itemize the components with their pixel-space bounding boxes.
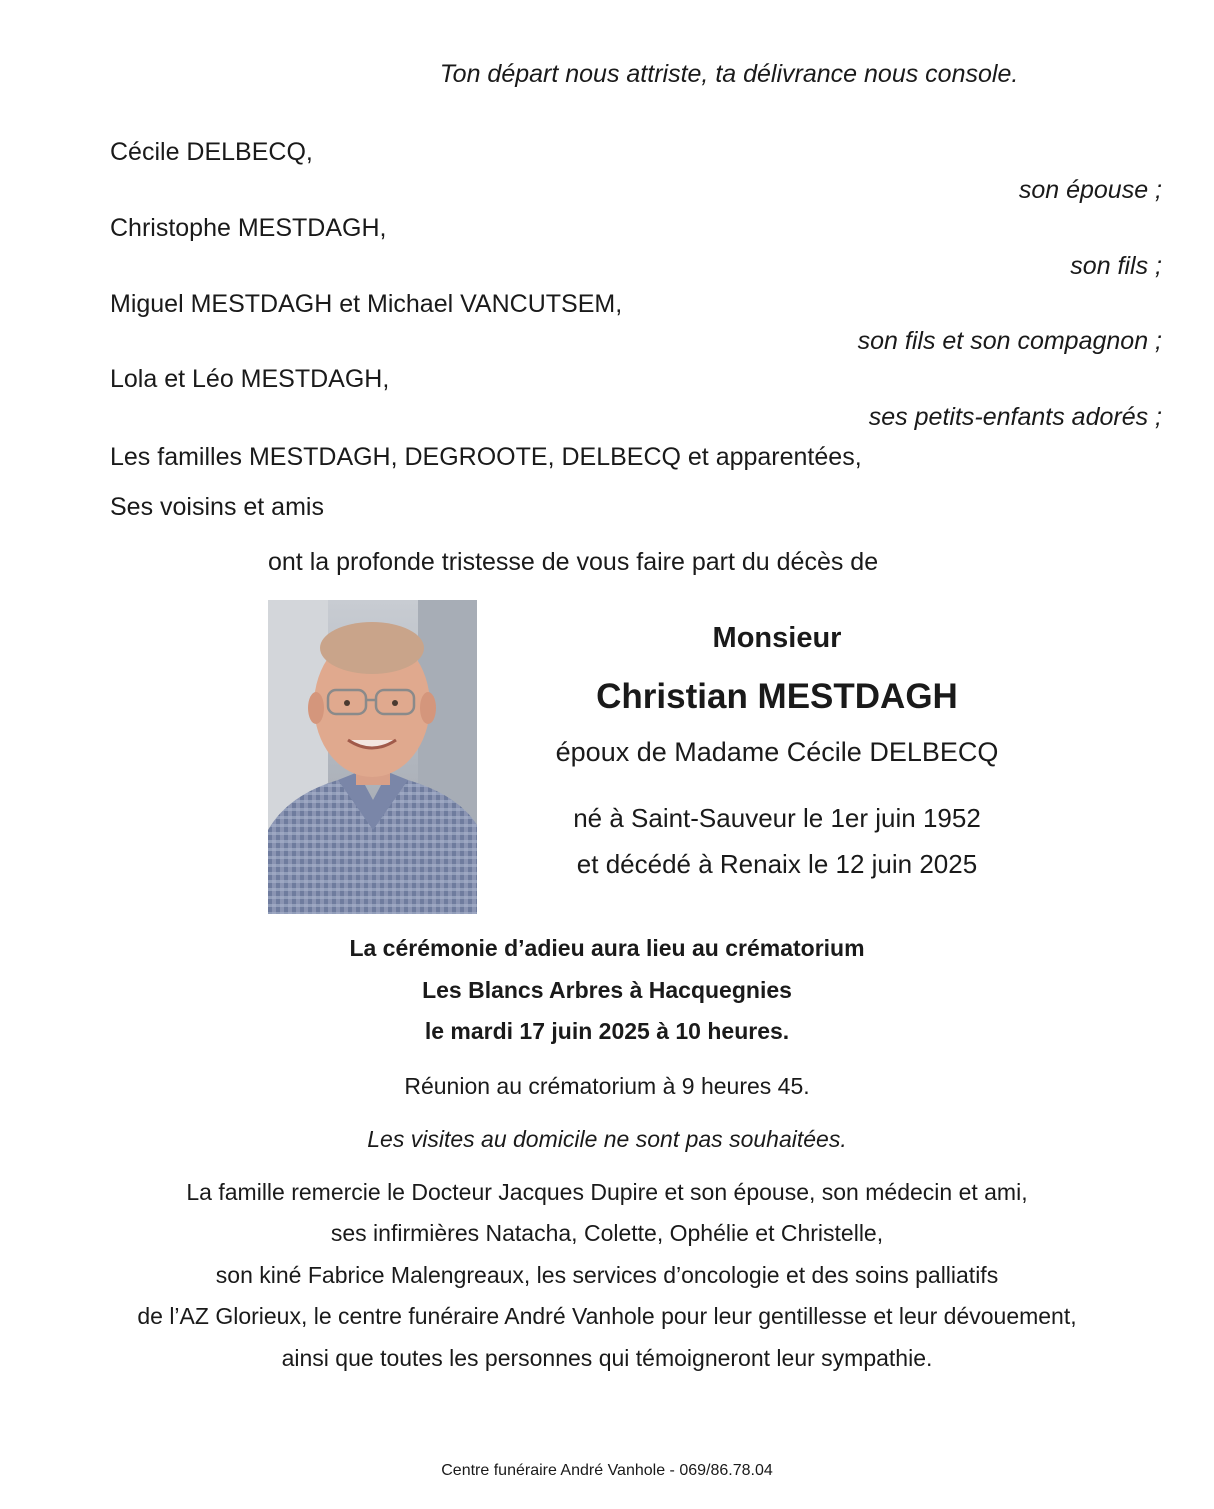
family-name-1: Cécile DELBECQ, — [110, 138, 313, 166]
deceased-name: Christian MESTDAGH — [596, 677, 958, 716]
thanks-line-3: son kiné Fabrice Malengreaux, les services d’oncologie et des soins palliatifs — [215, 1262, 999, 1288]
epigraph: Ton départ nous attriste, ta délivrance nous console. — [439, 60, 1019, 88]
announcement: ont la profonde tristesse de vous faire part du décès de — [268, 548, 879, 576]
family-name-2: Christophe MESTDAGH, — [110, 214, 387, 242]
meeting-line: Réunion au crématorium à 9 heures 45. — [404, 1073, 810, 1099]
thanks-line-4: de l’AZ Glorieux, le centre funéraire André Vanhole pour leur gentillesse et leur dévouement, — [137, 1303, 1077, 1329]
thanks-line-1: La famille remercie le Docteur Jacques Dupire et son épouse, son médecin et ami, — [186, 1179, 1028, 1205]
birth-line: né à Saint-Sauveur le 1er juin 1952 — [573, 803, 981, 833]
death-line: et décédé à Renaix le 12 juin 2025 — [576, 849, 978, 879]
neighbors-line: Ses voisins et amis — [110, 493, 324, 521]
visits-line: Les visites au domicile ne sont pas souhaitées. — [367, 1126, 847, 1152]
ceremony-line-3: le mardi 17 juin 2025 à 10 heures. — [424, 1018, 790, 1044]
ceremony-line-1: La cérémonie d’adieu aura lieu au crématorium — [349, 935, 865, 961]
deceased-honorific: Monsieur — [712, 622, 842, 654]
thanks-line-2: ses infirmières Natacha, Colette, Ophélie et Christelle, — [330, 1220, 884, 1246]
footer-contact: Centre funéraire André Vanhole - 069/86.78.04 — [441, 1462, 773, 1479]
families-line: Les familles MESTDAGH, DEGROOTE, DELBECQ et apparentées, — [110, 443, 862, 471]
family-name-3: Miguel MESTDAGH et Michael VANCUTSEM, — [110, 290, 623, 318]
family-relation-1: son épouse ; — [1018, 176, 1162, 204]
family-relation-4: ses petits-enfants adorés ; — [868, 403, 1162, 431]
family-relation-3: son fils et son compagnon ; — [857, 327, 1162, 355]
family-name-4: Lola et Léo MESTDAGH, — [110, 365, 390, 393]
deceased-spouse: époux de Madame Cécile DELBECQ — [555, 737, 999, 767]
deceased-portrait — [268, 600, 477, 914]
family-relation-2: son fils ; — [1070, 252, 1162, 280]
portrait-illustration — [268, 600, 477, 914]
thanks-line-5: ainsi que toutes les personnes qui témoigneront leur sympathie. — [281, 1345, 933, 1371]
ceremony-line-2: Les Blancs Arbres à Hacquegnies — [422, 977, 792, 1003]
